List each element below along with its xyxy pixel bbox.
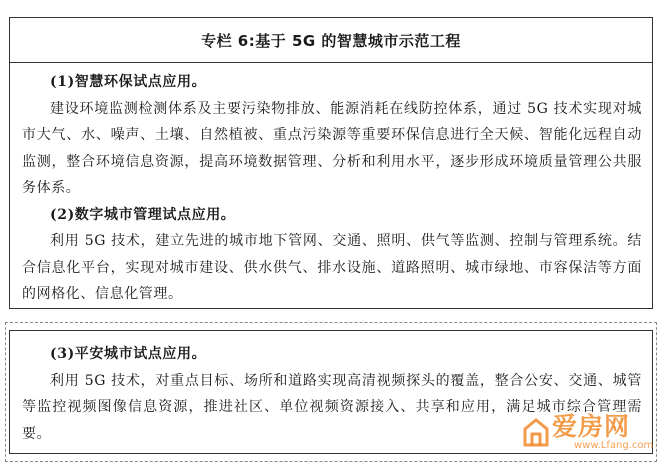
watermark (523, 413, 653, 451)
section-text-city-management: 利用 5G 技术，建立先进的城市地下管网、交通、照明、供气等监测、控制与管理系统。结合信息化平台，实现对城市建设、供水供气、排水设施、道路照明、城市绿地、市容保洁等方面的网格化、信息化管理。 (22, 233, 642, 302)
section-heading-safe-city: (3)平安城市试点应用。 (50, 346, 207, 362)
watermark-url: www.Lfang.com (574, 440, 654, 451)
section-heading-environment: (1)智慧环保试点应用。 (50, 74, 207, 90)
box-title: 专栏 6:基于 5G 的智慧城市示范工程 (10, 18, 652, 63)
house-logo-icon (523, 417, 549, 447)
watermark-brand: 爱房网 (552, 412, 631, 441)
section-text-environment: 建设环境监测检测体系及主要污染物排放、能源消耗在线防控体系，通过 5G 技术实现对城市大气、水、噪声、土壤、自然植被、重点污染源等重要环保信息进行全天候、智能化远程自动监测，整合环境信息资源，提高环境数据管理、分析和利用水平，逐步形成环境质量管理公共服务体系。 (22, 100, 642, 196)
section-text-safe-city: 利用 5G 技术，对重点目标、场所和道路实现高清视频探头的覆盖，整合公安、交通、城管等监控视频图像信息资源，推进社区、单位视频资源接入、共享和应用，满足城市综合管理需要。 (22, 372, 642, 442)
box-body (10, 63, 652, 308)
section-heading-city-management: (2)数字城市管理试点应用。 (50, 206, 236, 223)
feature-box-main (9, 17, 653, 309)
